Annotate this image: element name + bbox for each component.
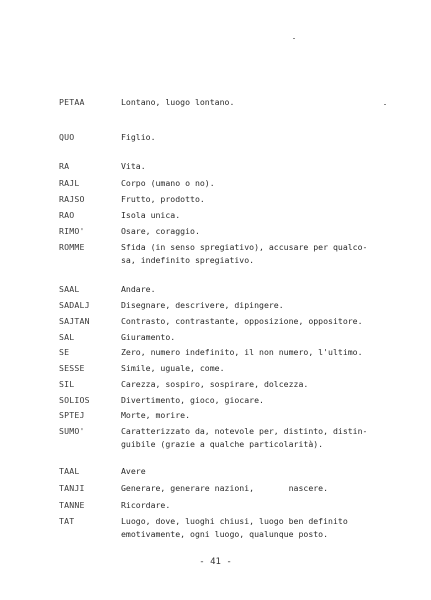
entry-term: SPTEJ <box>59 410 85 420</box>
entry-definition: Zero, numero indefinito, il non numero, l'ultimo. <box>121 347 363 357</box>
entry-definition: Sfida (in senso spregiativo), accusare per qualco- sa, indefinito spregiativo. <box>121 242 368 265</box>
entry-definition: Generare, generare nazioni, nascere. <box>121 483 329 493</box>
entry-definition: Contrasto, contrastante, opposizione, oppositore. <box>121 316 363 326</box>
entry-definition: Morte, morire. <box>121 410 191 420</box>
entry-term: SIL <box>59 379 75 389</box>
entry-definition: Lontano, luogo lontano. <box>121 97 235 107</box>
entry-term: RAJSO <box>59 194 85 204</box>
entry-definition: Andare. <box>121 284 156 294</box>
entry-term: SADALJ <box>59 300 90 310</box>
entry-term: SESSE <box>59 363 85 373</box>
entry-term: SUMO' <box>59 426 85 436</box>
entry-definition: Vita. <box>121 161 146 171</box>
entry-term: TAAL <box>59 466 80 476</box>
entry-term: SAAL <box>59 284 80 294</box>
entry-term: SAL <box>59 332 75 342</box>
entry-term: ROMME <box>59 242 85 252</box>
entry-definition: Disegnare, descrivere, dipingere. <box>121 300 284 310</box>
entry-term: TANJI <box>59 483 85 493</box>
entry-term: SOLIOS <box>59 395 90 405</box>
entry-term: PETAA <box>59 97 85 107</box>
entry-term: RIMO' <box>59 226 85 236</box>
entry-definition: Avere <box>121 466 146 476</box>
entry-term: RA <box>59 161 70 171</box>
entry-definition: Luogo, dove, luoghi chiusi, luogo ben definito emotivamente, ogni luogo, qualunque posto. <box>121 516 348 539</box>
scan-speck <box>384 104 386 105</box>
entry-definition: Ricordare. <box>121 500 171 510</box>
entry-definition: Divertimento, gioco, giocare. <box>121 395 264 405</box>
entry-term: SAJTAN <box>59 316 90 326</box>
entry-definition: Corpo (umano o no). <box>121 178 215 188</box>
entry-definition: Osare, coraggio. <box>121 226 200 236</box>
entry-definition: Figlio. <box>121 132 156 142</box>
entry-definition: Isola unica. <box>121 210 181 220</box>
entry-term: TAT <box>59 516 75 526</box>
entry-term: TANNE <box>59 500 85 510</box>
entry-term: RAJL <box>59 178 80 188</box>
entry-definition: Giuramento. <box>121 332 176 342</box>
entry-term: SE <box>59 347 70 357</box>
entry-definition: Caratterizzato da, notevole per, distinto, distin- guibile (grazie a qualche particolarità). <box>121 426 368 449</box>
entry-definition: Frutto, prodotto. <box>121 194 205 204</box>
entry-definition: Simile, uguale, come. <box>121 363 225 373</box>
entry-term: QUO <box>59 132 75 142</box>
entry-term: RAO <box>59 210 75 220</box>
scan-speck <box>293 38 295 39</box>
entry-definition: Carezza, sospiro, sospirare, dolcezza. <box>121 379 309 389</box>
page-number: - 41 - <box>199 557 232 567</box>
